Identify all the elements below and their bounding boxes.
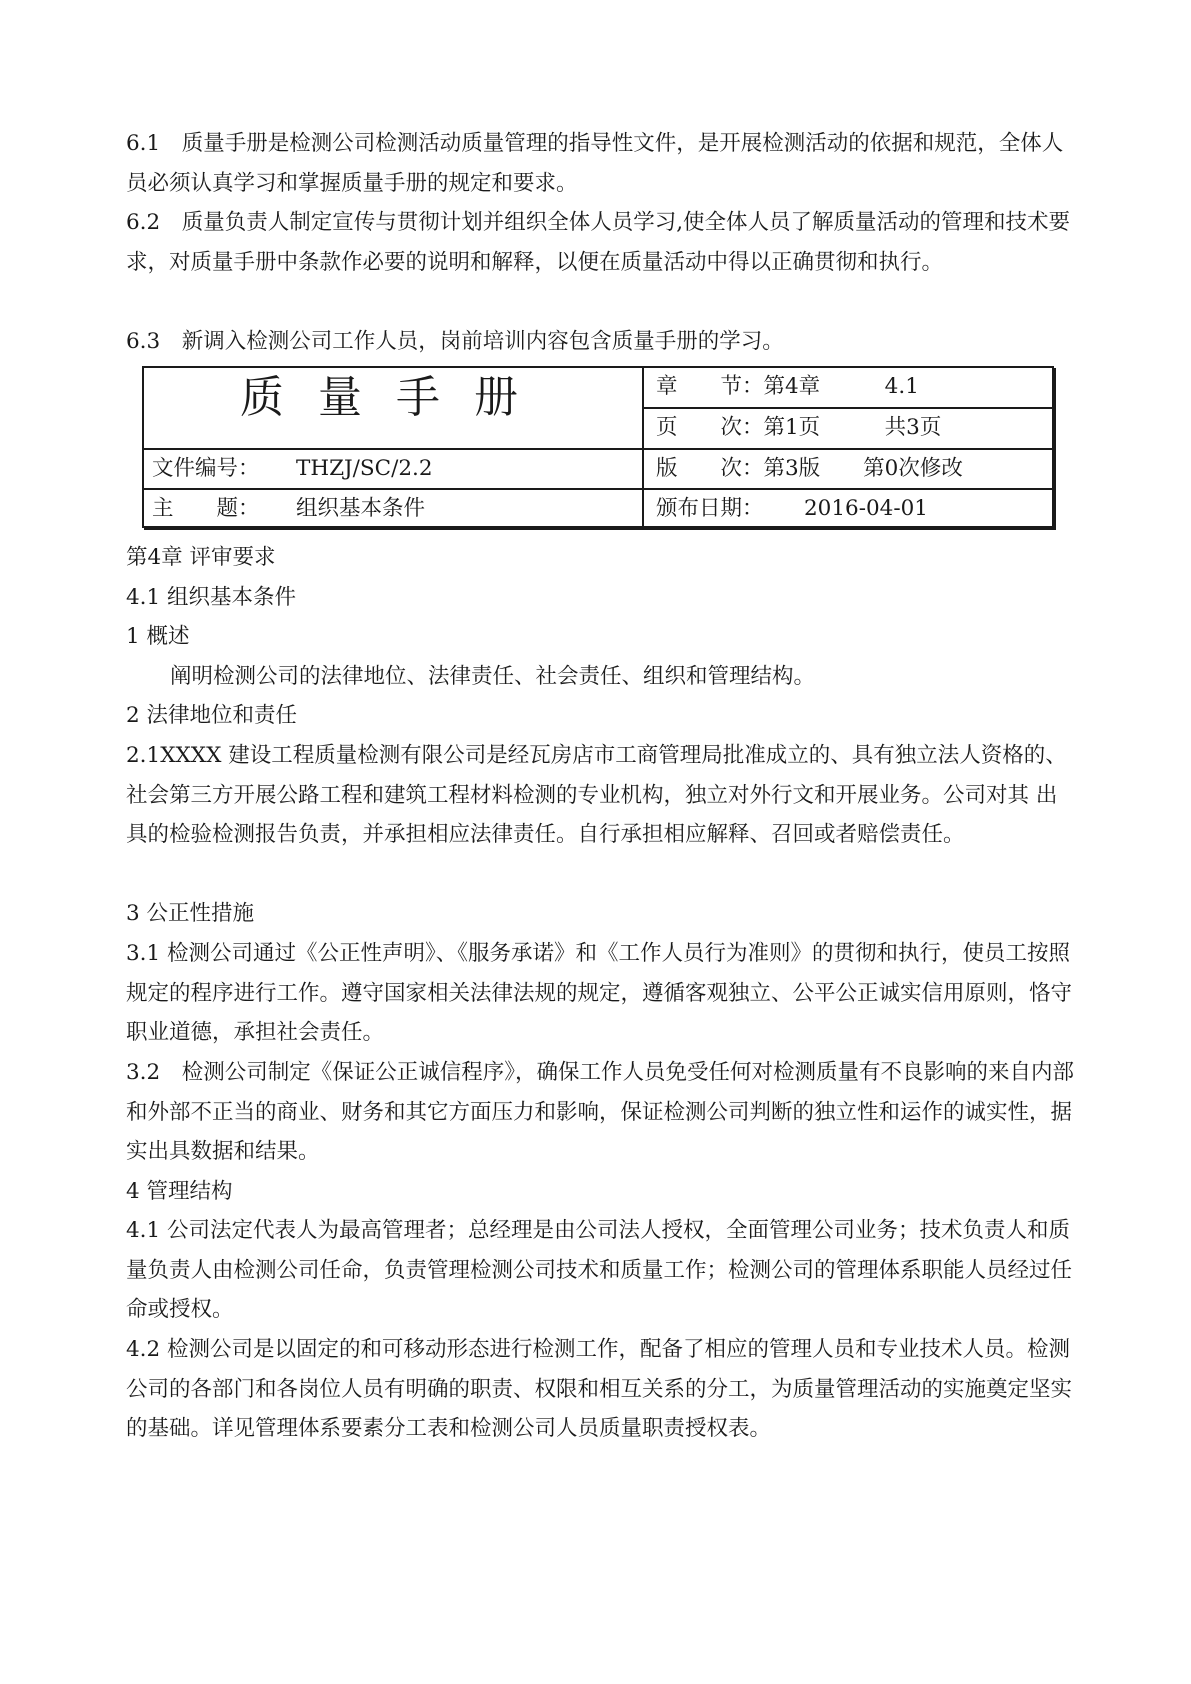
heading-1-overview: 1 概述	[126, 624, 190, 649]
chapter-cell: 章 节：第4章 4.1	[656, 374, 919, 399]
paragraph-6-3: 6.3 新调入检测公司工作人员，岗前培训内容包含质量手册的学习。	[126, 329, 784, 354]
paragraph-4-1: 4.1 公司法定代表人为最高管理者；总经理是由公司法人授权，全面管理公司业务；技术负责人和质量负责人由检测公司任命，负责管理检测公司技术和质量工作；检测公司的管理体系职能人员经过任命或授权。	[126, 1218, 1073, 1323]
issue-date-value: 2016-04-01	[804, 496, 928, 521]
heading-4-management: 4 管理结构	[126, 1179, 233, 1204]
paragraph-1: 阐明检测公司的法律地位、法律责任、社会责任、组织和管理结构。	[170, 664, 816, 689]
chapter-heading: 第4章 评审要求	[126, 545, 276, 570]
section-heading: 4.1 组织基本条件	[126, 585, 297, 610]
manual-title: 质量手册	[240, 372, 552, 423]
paragraph-6-1: 6.1 质量手册是检测公司检测活动质量管理的指导性文件，是开展检测活动的依据和规范，全体人员必须认真学习和掌握质量手册的规定和要求。	[126, 131, 1064, 196]
paragraph-4-2: 4.2 检测公司是以固定的和可移动形态进行检测工作，配备了相应的管理人员和专业技术人员。检测公司的各部门和各岗位人员有明确的职责、权限和相互关系的分工，为质量管理活动的实施奠定坚实的基础。详见管理体系要素分工表和检测公司人员质量职责授权表。	[126, 1337, 1073, 1442]
heading-2-legal-status: 2 法律地位和责任	[126, 703, 298, 728]
file-number-value: THZJ/SC/2.2	[296, 456, 433, 481]
subject-label: 主 题：	[152, 496, 260, 521]
document-header-table	[142, 366, 1054, 528]
subject-value: 组织基本条件	[296, 496, 426, 521]
page-cell: 页 次：第1页 共3页	[656, 415, 942, 440]
table-divider-vertical	[642, 368, 644, 526]
heading-3-impartiality: 3 公正性措施	[126, 901, 255, 926]
paragraph-6-2: 6.2 质量负责人制定宣传与贯彻计划并组织全体人员学习,使全体人员了解质量活动的管理和技术要求，对质量手册中条款作必要的说明和解释，以便在质量活动中得以正确贯彻和执行。	[126, 210, 1071, 275]
paragraph-2-1: 2.1XXXX 建设工程质量检测有限公司是经瓦房店市工商管理局批准成立的、具有独立法人资格的、社会第三方开展公路工程和建筑工程材料检测的专业机构，独立对外行文和开展业务。公司对其 出具的检验检测报告负责，并承担相应法律责任。自行承担相应解释、召回或者赔偿责任。	[126, 743, 1067, 848]
issue-date-label: 颁布日期：	[656, 496, 764, 521]
paragraph-3-2: 3.2 检测公司制定《保证公正诚信程序》，确保工作人员免受任何对检测质量有不良影响的来自内部和外部不正当的商业、财务和其它方面压力和影响，保证检测公司判断的独立性和运作的诚实性，据实出具数据和结果。	[126, 1060, 1074, 1165]
file-number-label: 文件编号：	[152, 456, 260, 481]
edition-cell: 版 次：第3版 第0次修改	[656, 456, 963, 481]
paragraph-3-1: 3.1 检测公司通过《公正性声明》、《服务承诺》和《工作人员行为准则》的贯彻和执行，使员工按照规定的程序进行工作。遵守国家相关法律法规的规定，遵循客观独立、公平公正诚实信用原则，恪守职业道德，承担社会责任。	[126, 941, 1073, 1046]
